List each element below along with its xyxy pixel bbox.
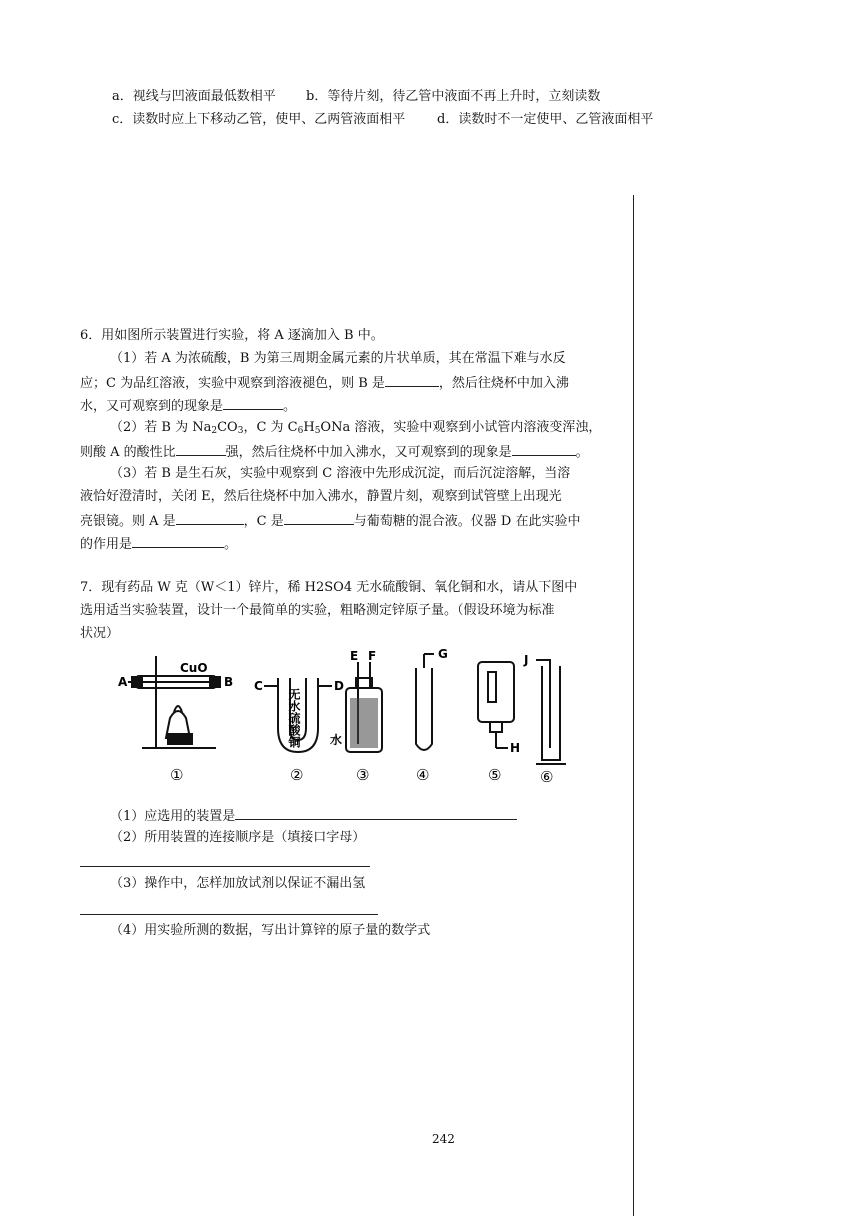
apparatus-number: ⑥ (540, 768, 554, 786)
apparatus-figure (118, 648, 568, 788)
q6-stem: 6．用如图所示装置进行实验，将 A 逐滴加入 B 中。 (80, 328, 384, 343)
page-number: 242 (432, 1132, 455, 1146)
q6-part3-text: ，C 是 (243, 514, 284, 529)
q6-part1-text: 应；C 为品红溶液，实验中观察到溶液褪色，则 B 是 (80, 376, 385, 391)
q6-part2-text: （2）若 B 为 Na (110, 420, 212, 435)
label-g: G (438, 648, 448, 661)
apparatus-number: ② (290, 766, 304, 784)
label-h: H (510, 741, 521, 755)
option-c: c．读数时应上下移动乙管，使甲、乙两管液面相平 (112, 112, 406, 127)
apparatus-number: ① (170, 766, 184, 784)
answer-line-order[interactable] (80, 866, 370, 867)
q7-sub3: （3）操作中，怎样加放试剂以保证不漏出氢 (110, 876, 366, 891)
q6-part2-end: 。 (575, 445, 589, 460)
q6-part2-text: ONa 溶液，实验中观察到小试管内溶液变浑浊， (320, 420, 602, 435)
q6-part2-text: 则酸 A 的酸性比 (80, 445, 176, 460)
label-e: E (350, 649, 359, 663)
q6-part2-text: ，C 为 C (243, 420, 298, 435)
answer-blank-phenomenon-2[interactable] (512, 442, 576, 456)
label-d: D (334, 679, 344, 693)
water-label: 水 (330, 733, 343, 747)
q6-part2-text: 强，然后往烧杯中加入沸水，又可观察到的现象是 (225, 445, 512, 460)
subscript: 6 (297, 426, 304, 436)
option-d: d．读数时不一定使甲、乙管液面相平 (437, 112, 654, 127)
answer-blank-acid[interactable] (176, 442, 226, 456)
apparatus-number: ④ (416, 766, 430, 784)
label-c: C (254, 679, 263, 693)
u-tube-label: 无水硫酸铜 (287, 688, 301, 748)
answer-blank-c[interactable] (284, 511, 354, 525)
formula-part: H (303, 420, 315, 435)
q6-part3-end: 。 (224, 537, 238, 552)
q7-sub1 (110, 806, 517, 826)
answer-blank-phenomenon-1[interactable] (223, 396, 283, 410)
label-b: B (224, 675, 234, 689)
answer-blank-a[interactable] (176, 511, 244, 525)
answer-line-operation[interactable] (80, 914, 378, 915)
q6-part1-line2 (80, 373, 569, 393)
label-a: A (118, 675, 128, 689)
q6-part3-text: 的作用是 (80, 537, 133, 552)
subscript: 3 (237, 426, 244, 436)
q6-part1-line3 (80, 396, 296, 416)
q7-sub1-text: （1）应选用的装置是 (110, 809, 236, 824)
q6-part3-text: 与葡萄糖的混合液。仪器 D 在此实验中 (353, 514, 581, 529)
option-b: b．等待片刻，待乙管中液面不再上升时，立刻读数 (306, 89, 601, 104)
q6-part3-line3 (80, 511, 580, 531)
q6-part2-line2 (80, 442, 589, 462)
q6-part1-text-cont: ，然后往烧杯中加入沸 (438, 376, 569, 391)
q7-stem-line1: 7．现有药品 W 克（W＜1）锌片，稀 H2SO4 无水硫酸铜、氧化铜和水，请从下图中 (80, 580, 578, 595)
label-j: J (524, 653, 529, 667)
q7-stem-line3: 状况） (80, 626, 120, 641)
q6-part3-line2: 液恰好澄清时，关闭 E，然后往烧杯中加入沸水，静置片刻，观察到试管壁上出现光 (80, 489, 562, 504)
answer-blank-devices[interactable] (235, 806, 517, 820)
apparatus-number: ③ (356, 766, 370, 784)
label-cuo: CuO (180, 661, 208, 675)
q6-part3-line4 (80, 534, 237, 554)
q7-stem-line2: 选用适当实验装置，设计一个最简单的实验，粗略测定锌原子量。（假设环境为标准 (80, 603, 555, 618)
subscript: 2 (211, 426, 218, 436)
answer-blank-b[interactable] (385, 373, 439, 387)
subscript: 5 (314, 426, 321, 436)
q6-part3-line1: （3）若 B 是生石灰，实验中观察到 C 溶液中先形成沉淀，而后沉淀溶解，当溶 (110, 466, 571, 481)
option-a: a．视线与凹液面最低数相平 (112, 89, 276, 104)
margin-rule (633, 195, 634, 1216)
apparatus-number: ⑤ (488, 766, 502, 784)
q7-sub4: （4）用实验所测的数据，写出计算锌的原子量的数学式 (110, 923, 431, 938)
q6-part1-text: 水，又可观察到的现象是 (80, 399, 224, 414)
label-f: F (368, 649, 377, 663)
q6-part1-line1: （1）若 A 为浓硫酸，B 为第三周期金属元素的片状单质，其在常温下难与水反 (110, 351, 566, 366)
q6-part2-line1 (110, 419, 601, 437)
q6-part3-text: 亮银镜。则 A 是 (80, 514, 176, 529)
q6-part1-end: 。 (283, 399, 297, 414)
formula-part: CO (217, 420, 238, 435)
q7-sub2: （2）所用装置的连接顺序是（填接口字母） (110, 830, 366, 845)
answer-blank-d-role[interactable] (132, 534, 224, 548)
